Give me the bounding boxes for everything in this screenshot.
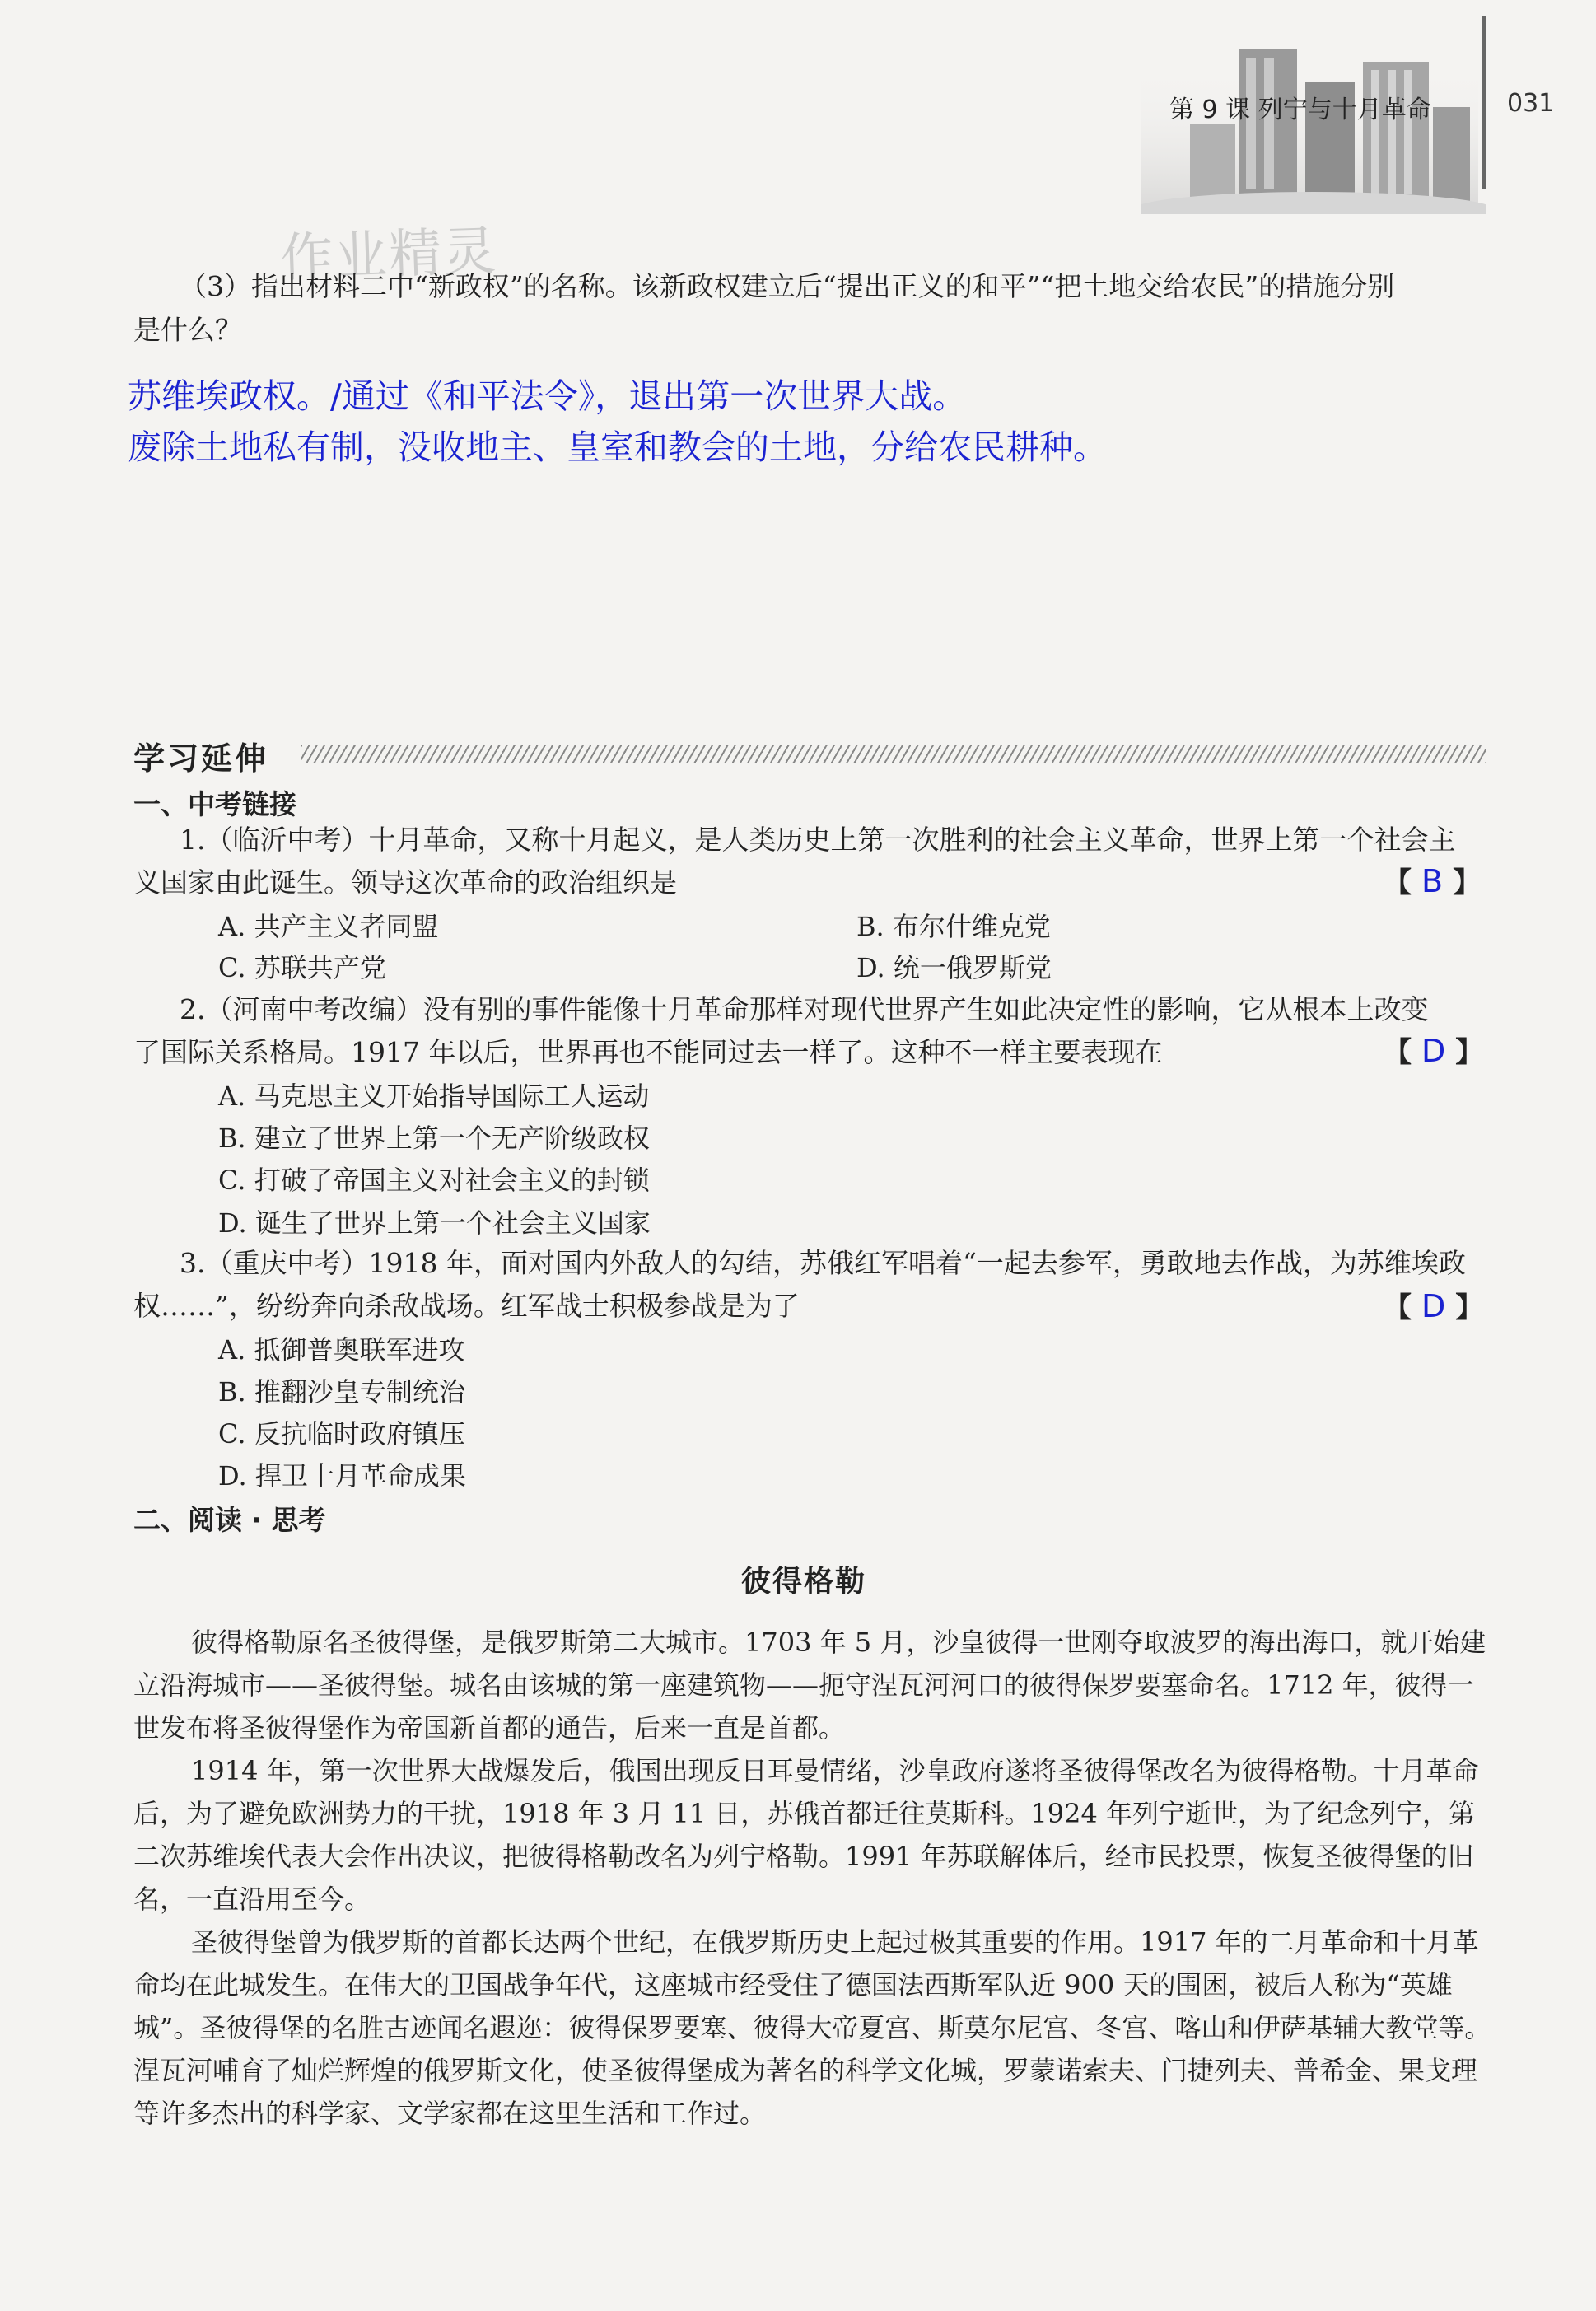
mcq-3-option-b: B. 推翻沙皇专制统治 xyxy=(218,1376,465,1408)
question-3-line-2: 是什么？ xyxy=(133,314,242,346)
mcq-2-stem-line-1: 2.（河南中考改编）没有别的事件能像十月革命那样对现代世界产生如此决定性的影响，它从根本上改变 xyxy=(180,993,1429,1025)
watermark: 作业精灵 xyxy=(278,221,499,290)
section-heading: 学习延伸 xyxy=(133,740,269,777)
handwritten-answer-line-1: 苏维埃政权。/通过《和平法令》，退出第一次世界大战。 xyxy=(128,376,967,416)
mcq-2-option-d: D. 诞生了世界上第一个社会主义国家 xyxy=(218,1207,651,1239)
mcq-1-option-d: D. 统一俄罗斯党 xyxy=(856,952,1052,983)
bracket-open: 【 xyxy=(1384,1291,1412,1324)
mcq-3-option-d: D. 捍卫十月革命成果 xyxy=(218,1460,466,1492)
mcq-3-stem-line-1: 3.（重庆中考）1918 年，面对国内外敌人的勾结，苏俄红军唱着“一起去参军，勇敢地去作战，为苏维埃政 xyxy=(180,1247,1466,1279)
section-heading-bar xyxy=(301,745,1486,763)
bracket-close: 】 xyxy=(1455,1291,1484,1324)
mcq-2-answer-bracket xyxy=(1384,1029,1483,1070)
mcq-1-answer-bracket xyxy=(1384,860,1481,900)
mcq-2-option-a: A. 马克思主义开始指导国际工人运动 xyxy=(218,1081,650,1112)
reading-paragraph-2: 1914 年，第一次世界大战爆发后，俄国出现反日耳曼情绪，沙皇政府遂将圣彼得堡改名为彼得格勒。十月革命后，为了避免欧洲势力的干扰，1918 年 3 月 11 日，苏俄首都迁往莫斯科。1924 年列宁逝世，为了纪念列宁，第二次苏维埃代表大会作出决议，把彼得格勒改名为列宁格勒。1991 年苏联解体后，经市民投票，恢复圣彼得堡的旧名，一直沿用至今。 xyxy=(133,1755,1479,1915)
reading-title: 彼得格勒 xyxy=(741,1565,867,1599)
reading-paragraph-1: 彼得格勒原名圣彼得堡，是俄罗斯第二大城市。1703 年 5 月，沙皇彼得一世刚夺取波罗的海出海口，就开始建立沿海城市——圣彼得堡。城名由该城的第一座建筑物——扼守涅瓦河河口的彼得保罗要塞命名。1712 年，彼得一世发布将圣彼得堡作为帝国新首都的通告，后来一直是首都。 xyxy=(133,1627,1486,1744)
mcq-3-answer-bracket xyxy=(1384,1285,1483,1325)
mcq-1-option-a: A. 共产主义者同盟 xyxy=(218,911,439,942)
mcq-1-option-b: B. 布尔什维克党 xyxy=(856,911,1051,942)
header-vertical-rule xyxy=(1482,16,1486,189)
page-number: 031 xyxy=(1507,89,1555,118)
part-1-title: 一、中考链接 xyxy=(133,788,296,820)
mcq-3-answer: D xyxy=(1421,1288,1446,1324)
mcq-1-stem-line-1: 1.（临沂中考）十月革命，又称十月起义，是人类历史上第一次胜利的社会主义革命，世界上第一个社会主 xyxy=(180,824,1456,856)
lesson-title: 第 9 课 列宁与十月革命 xyxy=(1169,96,1431,124)
mcq-1-stem-line-2: 义国家由此诞生。领导这次革命的政治组织是 xyxy=(133,866,677,899)
mcq-3-option-c: C. 反抗临时政府镇压 xyxy=(218,1418,465,1450)
mcq-2-stem-line-2: 了国际关系格局。1917 年以后，世界再也不能同过去一样了。这种不一样主要表现在 xyxy=(133,1036,1163,1068)
bracket-close: 】 xyxy=(1453,866,1482,899)
mcq-2-option-b: B. 建立了世界上第一个无产阶级政权 xyxy=(218,1123,650,1154)
bracket-open: 【 xyxy=(1384,1036,1412,1069)
mcq-2-option-c: C. 打破了帝国主义对社会主义的封锁 xyxy=(218,1165,650,1196)
question-3-line-1: （3）指出材料二中“新政权”的名称。该新政权建立后“提出正义的和平”“把土地交给农民”的措施分别 xyxy=(180,270,1395,302)
reading-paragraph-3: 圣彼得堡曾为俄罗斯的首都长达两个世纪，在俄罗斯历史上起过极其重要的作用。1917 年的二月革命和十月革命均在此城发生。在伟大的卫国战争年代，这座城市经受住了德国法西斯军队近 900 天的围困，被后人称为“英雄城”。圣彼得堡的名胜古迹闻名遐迩：彼得保罗要塞、彼得大帝夏宫、斯莫尔尼宫、冬宫、喀山和伊萨基辅大教堂等。涅瓦河哺育了灿烂辉煌的俄罗斯文化，使圣彼得堡成为著名的科学文化城，罗蒙诺索夫、门捷列夫、普希金、果戈理等许多杰出的科学家、文学家都在这里生活和工作过。 xyxy=(133,1926,1491,2129)
mcq-3-stem-line-2: 权……”，纷纷奔向杀敌战场。红军战士积极参战是为了 xyxy=(133,1290,800,1322)
mcq-2-answer: D xyxy=(1421,1033,1446,1069)
mcq-1-option-c: C. 苏联共产党 xyxy=(218,952,386,983)
bracket-open: 【 xyxy=(1384,866,1412,899)
handwritten-answer-line-2: 废除土地私有制，没收地主、皇室和教会的土地，分给农民耕种。 xyxy=(128,427,1107,467)
part-2-title: 二、阅读 · 思考 xyxy=(133,1504,326,1536)
bracket-close: 】 xyxy=(1455,1036,1484,1069)
mcq-1-answer: B xyxy=(1421,863,1444,899)
mcq-3-option-a: A. 抵御普奥联军进攻 xyxy=(218,1334,465,1366)
